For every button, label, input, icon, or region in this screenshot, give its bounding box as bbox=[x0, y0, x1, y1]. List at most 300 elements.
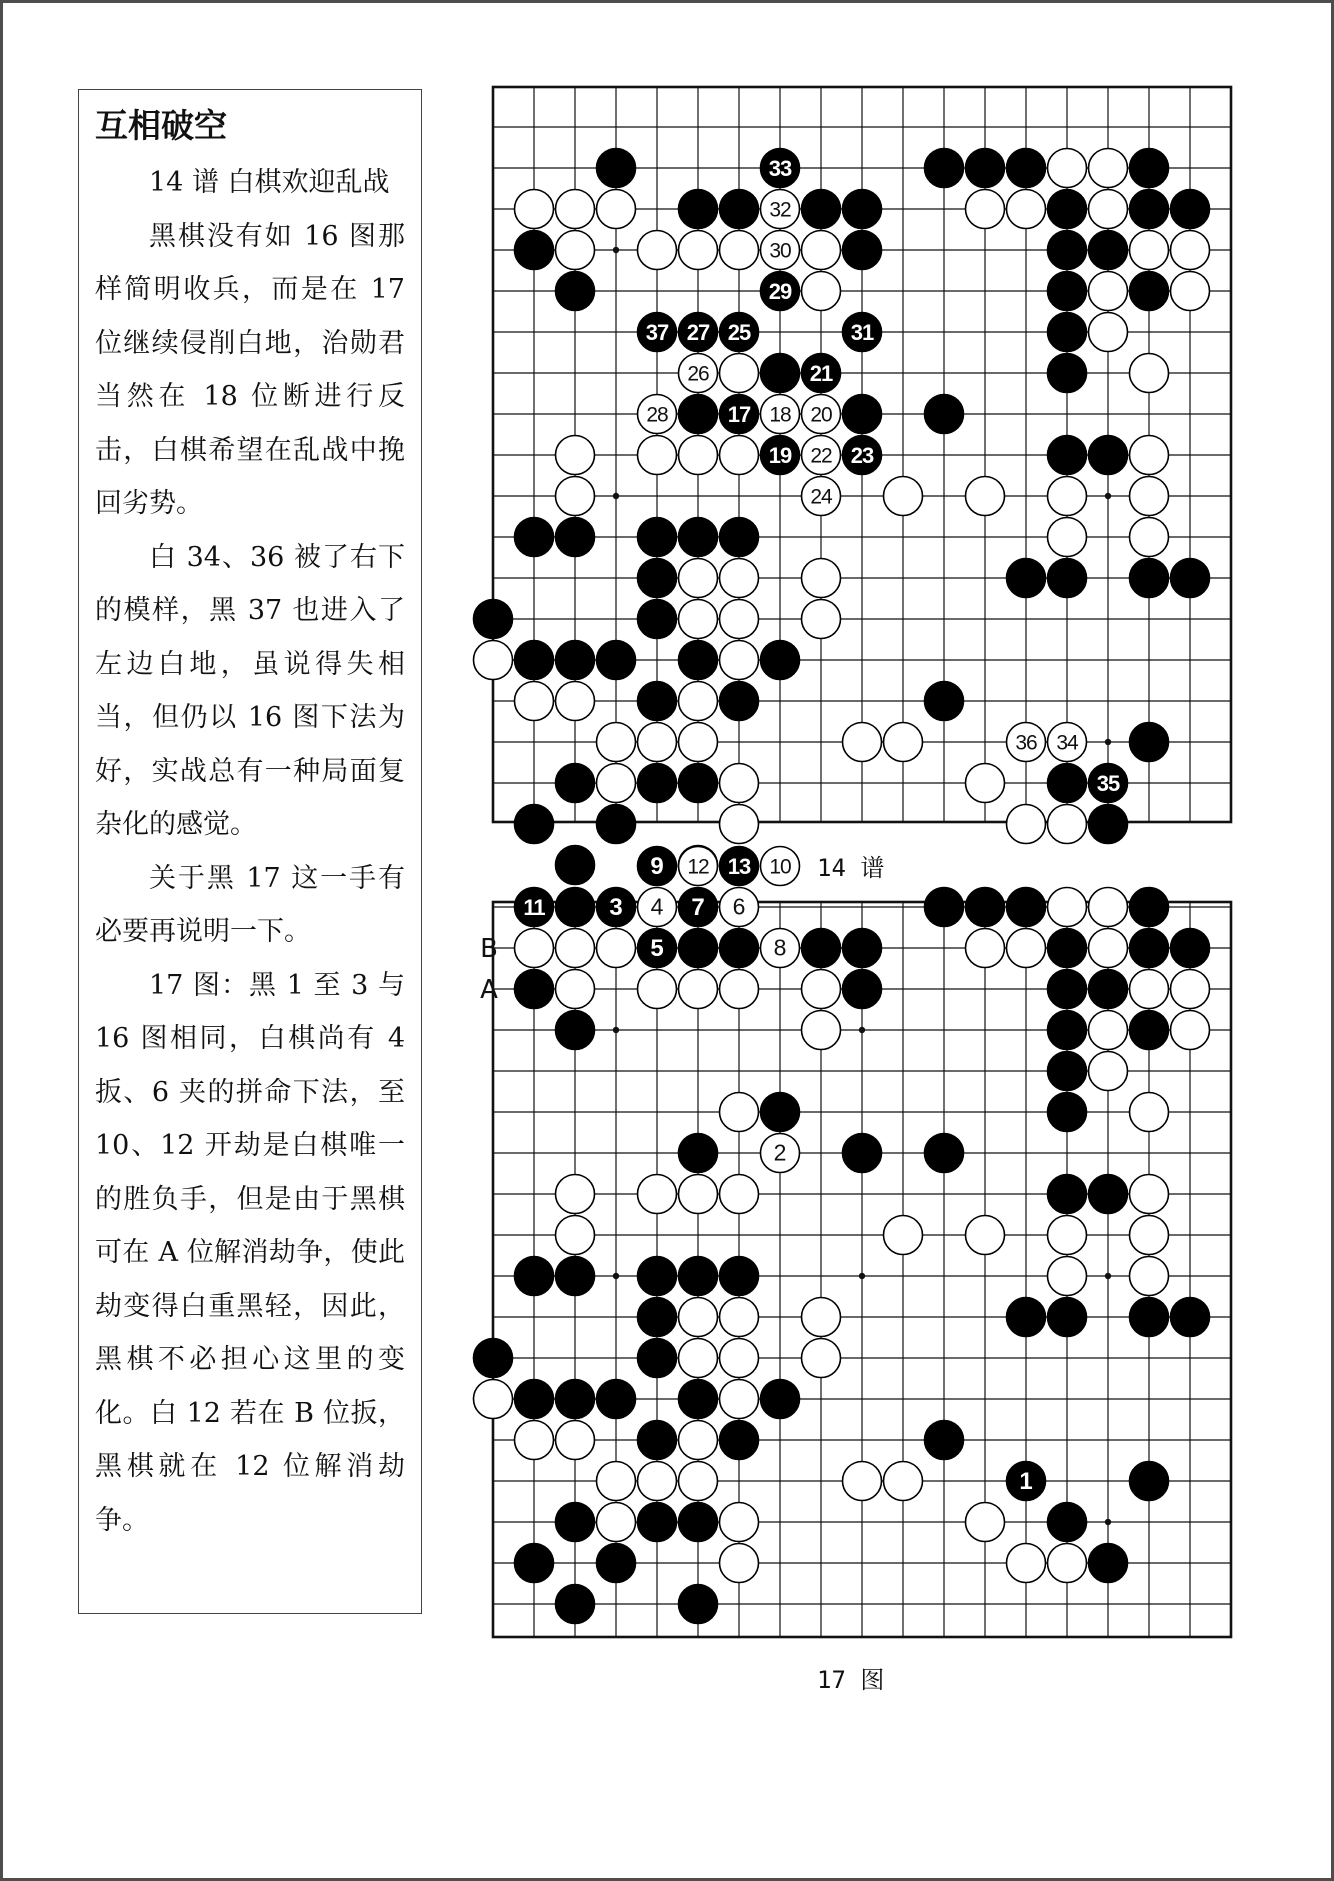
white-stone bbox=[802, 436, 841, 475]
move-number: 37 bbox=[645, 320, 669, 345]
move-number: 32 bbox=[769, 198, 791, 222]
black-stone bbox=[638, 682, 677, 721]
white-stone bbox=[1089, 149, 1128, 188]
black-stone bbox=[802, 929, 841, 968]
stone-disc bbox=[679, 436, 718, 475]
stone-disc bbox=[556, 846, 595, 885]
stone-disc bbox=[679, 723, 718, 762]
white-stone bbox=[679, 1462, 718, 1501]
stone-disc bbox=[925, 888, 964, 927]
stone-disc bbox=[966, 477, 1005, 516]
white-stone bbox=[597, 1462, 636, 1501]
stone-disc bbox=[638, 1421, 677, 1460]
stone-disc bbox=[843, 970, 882, 1009]
white-stone bbox=[679, 600, 718, 639]
white-stone bbox=[679, 1298, 718, 1337]
stone-disc bbox=[679, 970, 718, 1009]
white-stone bbox=[1007, 1544, 1046, 1583]
stone-disc bbox=[884, 1462, 923, 1501]
black-stone bbox=[1048, 1011, 1087, 1050]
black-stone bbox=[1048, 1175, 1087, 1214]
black-stone bbox=[1048, 1298, 1087, 1337]
stone-disc bbox=[1048, 518, 1087, 557]
stone-disc bbox=[761, 1380, 800, 1419]
black-stone bbox=[1130, 559, 1169, 598]
stone-disc bbox=[1130, 436, 1169, 475]
move-number: 13 bbox=[727, 854, 751, 879]
stone-disc bbox=[1089, 436, 1128, 475]
stone-disc bbox=[679, 1421, 718, 1460]
move-number: 7 bbox=[691, 894, 705, 921]
stone-disc bbox=[1048, 231, 1087, 270]
white-stone bbox=[556, 929, 595, 968]
white-stone bbox=[515, 1421, 554, 1460]
stone-disc bbox=[1048, 354, 1087, 393]
stone-disc bbox=[638, 1462, 677, 1501]
move-number: 30 bbox=[769, 239, 791, 263]
stone-disc bbox=[556, 1216, 595, 1255]
stone-disc bbox=[1048, 1257, 1087, 1296]
white-stone bbox=[1171, 1011, 1210, 1050]
stone-disc bbox=[556, 1011, 595, 1050]
white-stone bbox=[597, 190, 636, 229]
move-number: 10 bbox=[769, 855, 791, 879]
black-stone bbox=[638, 313, 677, 352]
move-number: 2 bbox=[773, 1139, 787, 1166]
white-stone bbox=[966, 190, 1005, 229]
white-stone bbox=[720, 1175, 759, 1214]
stone-disc bbox=[720, 518, 759, 557]
star-point bbox=[613, 1273, 619, 1279]
stone-disc bbox=[843, 929, 882, 968]
stone-disc bbox=[1089, 313, 1128, 352]
stone-disc bbox=[474, 1380, 513, 1419]
white-stone bbox=[556, 477, 595, 516]
black-stone bbox=[802, 354, 841, 393]
move-number: 8 bbox=[773, 934, 787, 961]
stone-disc bbox=[802, 272, 841, 311]
black-stone bbox=[1007, 149, 1046, 188]
commentary-paragraph: 关于黑 17 这一手有必要再说明一下。 bbox=[95, 862, 405, 947]
white-stone bbox=[761, 190, 800, 229]
stone-disc bbox=[556, 272, 595, 311]
black-stone bbox=[474, 1339, 513, 1378]
black-stone bbox=[761, 436, 800, 475]
white-stone bbox=[966, 477, 1005, 516]
white-stone bbox=[1089, 190, 1128, 229]
move-number: 36 bbox=[1015, 731, 1037, 755]
stone-disc bbox=[720, 805, 759, 844]
white-stone bbox=[1130, 354, 1169, 393]
stone-disc bbox=[638, 764, 677, 803]
star-point bbox=[613, 247, 619, 253]
black-stone bbox=[1007, 559, 1046, 598]
black-stone bbox=[720, 395, 759, 434]
stone-disc bbox=[1048, 272, 1087, 311]
black-stone bbox=[638, 518, 677, 557]
black-stone bbox=[843, 436, 882, 475]
stone-disc bbox=[679, 1462, 718, 1501]
white-stone bbox=[679, 354, 718, 393]
black-stone bbox=[1130, 723, 1169, 762]
white-stone bbox=[720, 559, 759, 598]
stone-disc bbox=[1089, 1544, 1128, 1583]
stone-disc bbox=[1130, 272, 1169, 311]
stone-disc bbox=[720, 600, 759, 639]
white-stone bbox=[720, 1380, 759, 1419]
stone-disc bbox=[761, 1093, 800, 1132]
move-number: 1 bbox=[1019, 1468, 1033, 1495]
stone-disc bbox=[515, 641, 554, 680]
black-stone bbox=[966, 888, 1005, 927]
stone-disc bbox=[515, 190, 554, 229]
stone-disc bbox=[679, 190, 718, 229]
go-board-14 bbox=[470, 75, 1250, 855]
stone-disc bbox=[925, 149, 964, 188]
black-stone bbox=[1048, 970, 1087, 1009]
white-stone bbox=[474, 641, 513, 680]
star-point bbox=[1105, 493, 1111, 499]
black-stone bbox=[925, 149, 964, 188]
stone-disc bbox=[966, 1503, 1005, 1542]
white-stone bbox=[802, 559, 841, 598]
stone-disc bbox=[1007, 190, 1046, 229]
white-stone bbox=[679, 231, 718, 270]
white-stone bbox=[515, 929, 554, 968]
stone-disc bbox=[1048, 1544, 1087, 1583]
stone-disc bbox=[556, 1503, 595, 1542]
black-stone bbox=[556, 846, 595, 885]
white-stone bbox=[1089, 888, 1128, 927]
black-stone bbox=[638, 600, 677, 639]
stone-disc bbox=[720, 1175, 759, 1214]
white-stone bbox=[638, 1175, 677, 1214]
point-label: B bbox=[480, 934, 498, 964]
white-stone bbox=[802, 272, 841, 311]
stone-disc bbox=[843, 190, 882, 229]
move-number: 26 bbox=[687, 362, 709, 386]
stone-disc bbox=[474, 1339, 513, 1378]
black-stone bbox=[720, 518, 759, 557]
stone-disc bbox=[556, 231, 595, 270]
black-stone bbox=[1048, 764, 1087, 803]
black-stone bbox=[1130, 888, 1169, 927]
black-stone bbox=[1007, 1462, 1046, 1501]
white-stone bbox=[802, 1339, 841, 1378]
white-stone bbox=[679, 559, 718, 598]
black-stone bbox=[1048, 313, 1087, 352]
stone-disc bbox=[925, 1134, 964, 1173]
move-number: 35 bbox=[1096, 771, 1120, 796]
stone-disc bbox=[515, 1380, 554, 1419]
stone-disc bbox=[679, 1298, 718, 1337]
black-stone bbox=[1048, 1503, 1087, 1542]
black-stone bbox=[1048, 929, 1087, 968]
white-stone bbox=[1089, 272, 1128, 311]
stone-disc bbox=[1171, 190, 1210, 229]
move-number: 23 bbox=[850, 443, 874, 468]
stone-disc bbox=[1130, 559, 1169, 598]
stone-disc bbox=[884, 477, 923, 516]
stone-disc bbox=[1089, 888, 1128, 927]
white-stone bbox=[556, 231, 595, 270]
stone-disc bbox=[638, 1339, 677, 1378]
stone-disc bbox=[515, 1544, 554, 1583]
move-number: 9 bbox=[650, 853, 664, 880]
stone-disc bbox=[1089, 929, 1128, 968]
white-stone bbox=[720, 764, 759, 803]
black-stone bbox=[1048, 1052, 1087, 1091]
move-number: 6 bbox=[732, 893, 746, 920]
stone-disc bbox=[556, 1421, 595, 1460]
black-stone bbox=[638, 929, 677, 968]
stone-disc bbox=[966, 888, 1005, 927]
black-stone bbox=[1007, 1298, 1046, 1337]
white-stone bbox=[761, 231, 800, 270]
black-stone bbox=[679, 929, 718, 968]
white-stone bbox=[679, 970, 718, 1009]
white-stone bbox=[1089, 313, 1128, 352]
black-stone bbox=[802, 190, 841, 229]
stone-disc bbox=[679, 1503, 718, 1542]
stone-disc bbox=[597, 929, 636, 968]
black-stone bbox=[1007, 888, 1046, 927]
white-stone bbox=[720, 600, 759, 639]
white-stone bbox=[720, 970, 759, 1009]
black-stone bbox=[515, 1257, 554, 1296]
move-number: 11 bbox=[523, 895, 545, 920]
move-number: 12 bbox=[687, 855, 709, 879]
stone-disc bbox=[556, 1175, 595, 1214]
white-stone bbox=[761, 847, 800, 886]
white-stone bbox=[556, 190, 595, 229]
star-point bbox=[1105, 1273, 1111, 1279]
stone-disc bbox=[802, 600, 841, 639]
black-stone bbox=[679, 1257, 718, 1296]
stone-disc bbox=[515, 231, 554, 270]
stone-disc bbox=[1130, 970, 1169, 1009]
white-stone bbox=[802, 477, 841, 516]
black-stone bbox=[556, 1585, 595, 1624]
white-stone bbox=[802, 231, 841, 270]
black-stone bbox=[1130, 1298, 1169, 1337]
stone-disc bbox=[1089, 1175, 1128, 1214]
white-stone bbox=[720, 641, 759, 680]
stone-disc bbox=[597, 1380, 636, 1419]
black-stone bbox=[761, 149, 800, 188]
stone-disc bbox=[1007, 149, 1046, 188]
black-stone bbox=[720, 1257, 759, 1296]
white-stone bbox=[556, 682, 595, 721]
white-stone bbox=[1089, 929, 1128, 968]
stone-disc bbox=[638, 970, 677, 1009]
stone-disc bbox=[515, 805, 554, 844]
black-stone bbox=[679, 641, 718, 680]
stone-disc bbox=[515, 1257, 554, 1296]
black-stone bbox=[1048, 354, 1087, 393]
stone-disc bbox=[1048, 929, 1087, 968]
stone-disc bbox=[720, 1257, 759, 1296]
stone-disc bbox=[1048, 1052, 1087, 1091]
white-stone bbox=[720, 1093, 759, 1132]
black-stone bbox=[1048, 1093, 1087, 1132]
black-stone bbox=[474, 600, 513, 639]
white-stone bbox=[638, 1462, 677, 1501]
black-stone bbox=[843, 313, 882, 352]
white-stone bbox=[1089, 1052, 1128, 1091]
stone-disc bbox=[638, 518, 677, 557]
point-label: A bbox=[480, 975, 498, 1005]
stone-disc bbox=[597, 1503, 636, 1542]
black-stone bbox=[1089, 231, 1128, 270]
white-stone bbox=[720, 1503, 759, 1542]
stone-disc bbox=[843, 1462, 882, 1501]
stone-disc bbox=[1048, 970, 1087, 1009]
stone-disc bbox=[556, 682, 595, 721]
stone-disc bbox=[1048, 1011, 1087, 1050]
stone-disc bbox=[1171, 1011, 1210, 1050]
black-stone bbox=[515, 970, 554, 1009]
white-stone bbox=[802, 970, 841, 1009]
black-stone bbox=[679, 888, 718, 927]
white-stone bbox=[1130, 436, 1169, 475]
stone-disc bbox=[1130, 1257, 1169, 1296]
black-stone bbox=[1171, 190, 1210, 229]
white-stone bbox=[515, 682, 554, 721]
black-stone bbox=[720, 313, 759, 352]
stone-disc bbox=[1130, 477, 1169, 516]
black-stone bbox=[1089, 970, 1128, 1009]
white-stone bbox=[1007, 805, 1046, 844]
stone-disc bbox=[1130, 190, 1169, 229]
move-number: 21 bbox=[809, 361, 833, 386]
stone-disc bbox=[679, 1134, 718, 1173]
white-stone bbox=[638, 395, 677, 434]
black-stone bbox=[515, 518, 554, 557]
white-stone bbox=[638, 723, 677, 762]
stone-disc bbox=[1089, 970, 1128, 1009]
stone-disc bbox=[720, 1421, 759, 1460]
black-stone bbox=[638, 1503, 677, 1542]
white-stone bbox=[679, 1421, 718, 1460]
stone-disc bbox=[1048, 313, 1087, 352]
star-point bbox=[613, 1027, 619, 1033]
white-stone bbox=[474, 1380, 513, 1419]
stone-disc bbox=[515, 929, 554, 968]
white-stone bbox=[761, 395, 800, 434]
white-stone bbox=[1048, 888, 1087, 927]
stone-disc bbox=[720, 1339, 759, 1378]
white-stone bbox=[1089, 1011, 1128, 1050]
black-stone bbox=[720, 929, 759, 968]
black-stone bbox=[1089, 1544, 1128, 1583]
stone-disc bbox=[1048, 1503, 1087, 1542]
stone-disc bbox=[1048, 1093, 1087, 1132]
black-stone bbox=[761, 1380, 800, 1419]
stone-disc bbox=[1130, 1175, 1169, 1214]
stone-disc bbox=[1089, 1011, 1128, 1050]
stone-disc bbox=[679, 559, 718, 598]
stone-disc bbox=[966, 149, 1005, 188]
black-stone bbox=[1171, 929, 1210, 968]
black-stone bbox=[597, 641, 636, 680]
stone-disc bbox=[843, 723, 882, 762]
black-stone bbox=[679, 1380, 718, 1419]
white-stone bbox=[597, 764, 636, 803]
white-stone bbox=[966, 764, 1005, 803]
white-stone bbox=[556, 1175, 595, 1214]
black-stone bbox=[515, 231, 554, 270]
black-stone bbox=[1130, 272, 1169, 311]
white-stone bbox=[966, 1216, 1005, 1255]
white-stone bbox=[966, 929, 1005, 968]
stone-disc bbox=[1171, 929, 1210, 968]
white-stone bbox=[638, 970, 677, 1009]
stone-disc bbox=[597, 805, 636, 844]
stone-disc bbox=[1048, 888, 1087, 927]
stone-disc bbox=[597, 149, 636, 188]
white-stone bbox=[1171, 231, 1210, 270]
stone-disc bbox=[679, 1585, 718, 1624]
white-stone bbox=[1048, 1257, 1087, 1296]
stone-disc bbox=[474, 600, 513, 639]
white-stone bbox=[802, 1298, 841, 1337]
black-stone bbox=[638, 1257, 677, 1296]
star-point bbox=[613, 493, 619, 499]
stone-disc bbox=[1007, 559, 1046, 598]
stone-disc bbox=[597, 764, 636, 803]
stone-disc bbox=[1171, 231, 1210, 270]
black-stone bbox=[1089, 436, 1128, 475]
black-stone bbox=[597, 1380, 636, 1419]
move-number: 25 bbox=[727, 320, 751, 345]
stone-disc bbox=[1171, 559, 1210, 598]
stone-disc bbox=[515, 682, 554, 721]
black-stone bbox=[1130, 149, 1169, 188]
white-stone bbox=[556, 436, 595, 475]
black-stone bbox=[720, 1421, 759, 1460]
black-stone bbox=[843, 1134, 882, 1173]
diagram-caption-14: 14 谱 bbox=[817, 854, 885, 882]
commentary-box bbox=[78, 89, 422, 1614]
black-stone bbox=[515, 888, 554, 927]
white-stone bbox=[884, 477, 923, 516]
stone-disc bbox=[679, 1339, 718, 1378]
black-stone bbox=[1130, 1462, 1169, 1501]
black-stone bbox=[1171, 1298, 1210, 1337]
white-stone bbox=[1130, 1093, 1169, 1132]
black-stone bbox=[638, 559, 677, 598]
stone-disc bbox=[1171, 272, 1210, 311]
stone-disc bbox=[966, 190, 1005, 229]
stone-disc bbox=[1130, 929, 1169, 968]
stone-disc bbox=[1089, 149, 1128, 188]
stone-disc bbox=[556, 929, 595, 968]
white-stone bbox=[1048, 805, 1087, 844]
stone-disc bbox=[638, 1503, 677, 1542]
white-stone bbox=[679, 1175, 718, 1214]
stone-disc bbox=[720, 436, 759, 475]
white-stone bbox=[1007, 723, 1046, 762]
black-stone bbox=[679, 518, 718, 557]
white-stone bbox=[1048, 723, 1087, 762]
star-point bbox=[859, 1273, 865, 1279]
white-stone bbox=[1130, 231, 1169, 270]
stone-disc bbox=[515, 970, 554, 1009]
white-stone bbox=[720, 805, 759, 844]
black-stone bbox=[556, 1257, 595, 1296]
stone-disc bbox=[966, 1216, 1005, 1255]
